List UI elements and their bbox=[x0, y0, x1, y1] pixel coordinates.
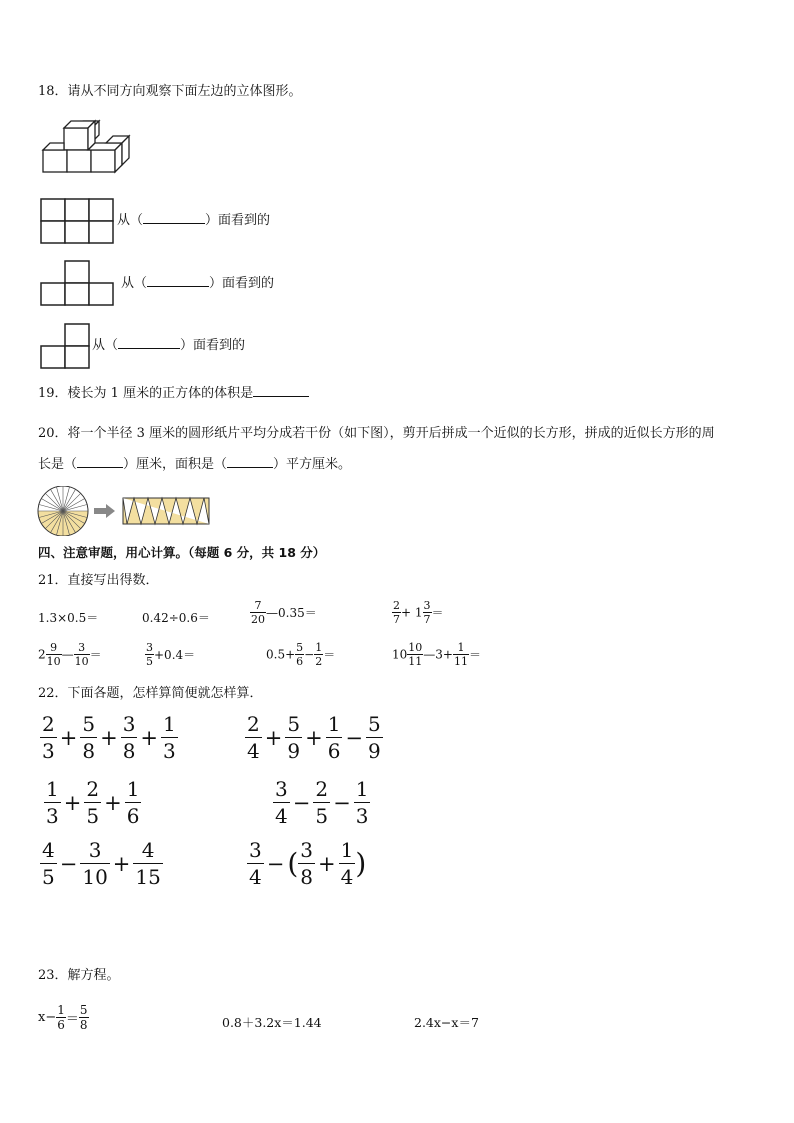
q18-title: 18．请从不同方向观察下面左边的立体图形。 bbox=[38, 84, 302, 99]
q20-text-c: ）平方厘米。 bbox=[273, 457, 352, 472]
view-suffix: ）面看到的 bbox=[205, 213, 271, 228]
circle-to-rectangle-figure bbox=[37, 486, 217, 536]
view-prefix: 从（ bbox=[117, 213, 144, 228]
cube-stack-figure bbox=[40, 118, 136, 176]
answer-blank[interactable] bbox=[253, 384, 309, 397]
view-suffix: ）面看到的 bbox=[180, 338, 246, 353]
view2-answer-line bbox=[121, 274, 274, 294]
answer-blank[interactable] bbox=[227, 455, 273, 468]
q23-equation-b: 0.8＋3.2x＝1.44 bbox=[222, 1015, 322, 1030]
q21-item-e: 2 $\frac{9}{10}$ — $\frac{3}{10}$ ＝ bbox=[38, 641, 102, 668]
q21-item-c: $\frac{7}{20}$ —0.35＝ bbox=[251, 599, 317, 626]
q22-expr-5: $\frac{4}{5}$ − $\frac{3}{10}$ + $\frac{4}{15}$ bbox=[42, 838, 161, 889]
q22-expr-2: $\frac{2}{4}$ + $\frac{5}{9}$ + $\frac{1}{6}$ − $\frac{5}{9}$ bbox=[247, 712, 381, 763]
q23-equation-a: x− $\frac{1}{6}$ ＝ $\frac{5}{8}$ bbox=[38, 1003, 88, 1032]
q20-text-a: 长是（ bbox=[38, 457, 78, 472]
q19-line bbox=[38, 384, 309, 404]
view-front-shape bbox=[40, 260, 116, 308]
q22-expr-4: $\frac{3}{4}$ − $\frac{2}{5}$ − $\frac{1}{3}$ bbox=[275, 777, 369, 828]
q21-item-a: 1.3×0.5＝ bbox=[38, 611, 99, 625]
answer-blank[interactable] bbox=[147, 274, 209, 287]
q23-title: 23．解方程。 bbox=[38, 968, 120, 983]
q20-text-b: ）厘米，面积是（ bbox=[123, 457, 228, 472]
section4-heading: 四、注意审题，用心计算。（每题 6 分，共 18 分） bbox=[38, 545, 326, 560]
view-prefix: 从（ bbox=[92, 338, 119, 353]
q20-line2 bbox=[38, 455, 351, 475]
q22-expr-1: $\frac{2}{3}$ + $\frac{5}{8}$ + $\frac{3}{8}$ + $\frac{1}{3}$ bbox=[42, 712, 176, 763]
q21-title: 21．直接写出得数． bbox=[38, 573, 159, 588]
q20-line1: 20．将一个半径 3 厘米的圆形纸片平均分成若干份（如下图），剪开后拼成一个近似的长方形，拼成的近似长方形的周 bbox=[38, 426, 715, 441]
answer-blank[interactable] bbox=[118, 336, 180, 349]
q21-item-f: $\frac{3}{5}$ +0.4＝ bbox=[146, 641, 196, 668]
view-side-shape bbox=[40, 323, 92, 371]
q21-item-g: 0.5+ $\frac{5}{6}$ − $\frac{1}{2}$ ＝ bbox=[266, 641, 336, 668]
answer-blank[interactable] bbox=[77, 455, 123, 468]
view1-answer-line bbox=[117, 211, 270, 231]
q23-equation-c: 2.4x−x＝7 bbox=[414, 1015, 479, 1030]
q21-item-d: $\frac{2}{7}$ + 1 $\frac{3}{7}$ ＝ bbox=[393, 599, 444, 626]
q22-expr-3: $\frac{1}{3}$ + $\frac{2}{5}$ + $\frac{1}{6}$ bbox=[46, 777, 140, 828]
view-suffix: ）面看到的 bbox=[209, 276, 275, 291]
q22-title: 22．下面各题，怎样算简便就怎样算． bbox=[38, 686, 263, 701]
view-grid-2x3 bbox=[40, 198, 115, 246]
view-prefix: 从（ bbox=[121, 276, 148, 291]
q19-text: 19．棱长为 1 厘米的正方体的体积是 bbox=[38, 386, 254, 401]
q22-expr-6: $\frac{3}{4}$ − ( $\frac{3}{8}$ + $\frac{1}{4}$ ) bbox=[249, 838, 367, 889]
q21-item-b: 0.42÷0.6＝ bbox=[142, 611, 210, 625]
answer-blank[interactable] bbox=[143, 211, 205, 224]
q21-item-h: 10 $\frac{10}{11}$ —3+ $\frac{1}{11}$ ＝ bbox=[392, 641, 481, 668]
view3-answer-line bbox=[92, 336, 245, 356]
